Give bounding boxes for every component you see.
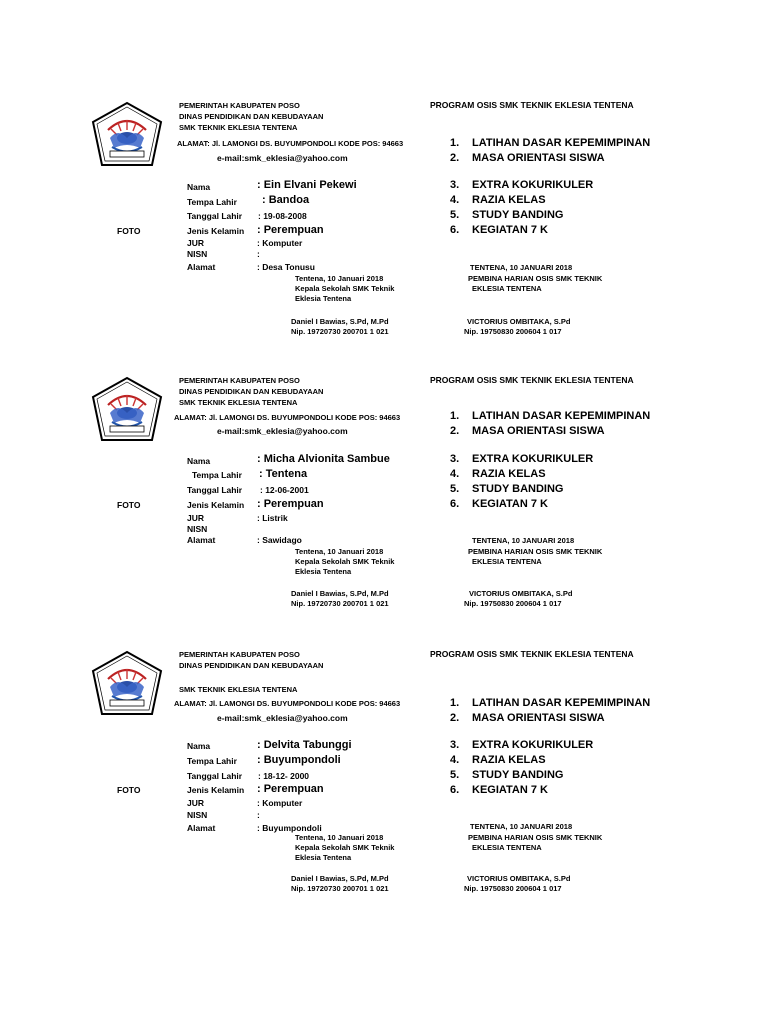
field-value-major: : Listrik	[257, 513, 288, 523]
field-label-birthdate: Tanggal Lahir	[187, 211, 243, 221]
field-value-nisn: :	[257, 810, 260, 820]
sign-right-nip: Nip. 19750830 200604 1 017	[464, 327, 562, 336]
field-label-name: Nama	[187, 182, 211, 192]
header-department: DINAS PENDIDIKAN DAN KEBUDAYAAN	[179, 112, 324, 121]
field-value-address: : Desa Tonusu	[257, 262, 315, 272]
sign-left-place-date: Tentena, 10 Januari 2018	[295, 274, 384, 283]
field-value-name: : Delvita Tabunggi	[257, 739, 352, 751]
header-address: ALAMAT: Jl. LAMONGI DS. BUYUMPONDOLI KODE POS: 94663	[177, 139, 404, 148]
photo-label: FOTO	[117, 226, 141, 236]
field-label-nisn: NISN	[187, 524, 208, 534]
sign-right-name: VICTORIUS OMBITAKA, S.Pd	[469, 589, 573, 598]
field-label-address: Alamat	[187, 535, 216, 545]
program-item: 2. MASA ORIENTASI SISWA	[450, 712, 605, 724]
field-value-name: : Ein Elvani Pekewi	[257, 179, 357, 191]
field-label-major: JUR	[187, 238, 205, 248]
field-value-gender: : Perempuan	[257, 224, 324, 236]
program-item: 5. STUDY BANDING	[450, 483, 564, 495]
sign-left-name: Daniel I Bawias, S.Pd, M.Pd	[291, 589, 389, 598]
field-label-birthdate: Tanggal Lahir	[187, 485, 243, 495]
field-label-gender: Jenis Kelamin	[187, 785, 245, 795]
sign-left-nip: Nip. 19720730 200701 1 021	[291, 884, 389, 893]
field-value-gender: : Perempuan	[257, 498, 324, 510]
sign-left-name: Daniel I Bawias, S.Pd, M.Pd	[291, 874, 389, 883]
field-value-major: : Komputer	[257, 238, 303, 248]
program-item: 2. MASA ORIENTASI SISWA	[450, 152, 605, 164]
header-government: PEMERINTAH KABUPATEN POSO	[179, 101, 300, 110]
field-label-major: JUR	[187, 513, 205, 523]
field-value-name: : Micha Alvionita Sambue	[257, 453, 390, 465]
field-value-address: : Buyumpondoli	[257, 823, 322, 833]
field-value-birthdate: : 12-06-2001	[260, 485, 309, 495]
header-government: PEMERINTAH KABUPATEN POSO	[179, 650, 300, 659]
program-item: 2. MASA ORIENTASI SISWA	[450, 425, 605, 437]
field-label-name: Nama	[187, 456, 211, 466]
program-title: PROGRAM OSIS SMK TEKNIK EKLESIA TENTENA	[430, 649, 634, 659]
field-label-name: Nama	[187, 741, 211, 751]
sign-left-nip: Nip. 19720730 200701 1 021	[291, 599, 389, 608]
header-government: PEMERINTAH KABUPATEN POSO	[179, 376, 300, 385]
header-address: ALAMAT: Jl. LAMONGI DS. BUYUMPONDOLI KODE POS: 94663	[174, 699, 401, 708]
student-card-2	[0, 373, 768, 633]
program-item: 1. LATIHAN DASAR KEPEMIMPINAN	[450, 410, 651, 422]
sign-left-role: Eklesia Tentena	[295, 294, 352, 303]
sign-right-place-date: TENTENA, 10 JANUARI 2018	[470, 822, 573, 831]
field-value-birthplace: : Tentena	[259, 468, 308, 480]
program-item: 5. STUDY BANDING	[450, 209, 564, 221]
header-address: ALAMAT: Jl. LAMONGI DS. BUYUMPONDOLI KODE POS: 94663	[174, 413, 401, 422]
sign-left-name: Daniel I Bawias, S.Pd, M.Pd	[291, 317, 389, 326]
sign-left-role: Kepala Sekolah SMK Teknik	[295, 843, 395, 852]
photo-label: FOTO	[117, 785, 141, 795]
header-email: e-mail:smk_eklesia@yahoo.com	[217, 426, 348, 436]
field-value-birthdate: : 18-12- 2000	[258, 771, 310, 781]
sign-right-nip: Nip. 19750830 200604 1 017	[464, 884, 562, 893]
header-school: SMK TEKNIK EKLESIA TENTENA	[179, 123, 298, 132]
program-item: 1. LATIHAN DASAR KEPEMIMPINAN	[450, 697, 651, 709]
header-school: SMK TEKNIK EKLESIA TENTENA	[179, 398, 298, 407]
program-item: 3. EXTRA KOKURIKULER	[450, 179, 594, 191]
school-emblem-icon	[90, 375, 164, 445]
field-value-nisn: :	[257, 249, 260, 259]
header-email: e-mail:smk_eklesia@yahoo.com	[217, 153, 348, 163]
school-emblem-icon	[90, 100, 164, 170]
field-label-gender: Jenis Kelamin	[187, 226, 245, 236]
field-label-address: Alamat	[187, 823, 216, 833]
sign-left-role: Eklesia Tentena	[295, 567, 352, 576]
field-label-address: Alamat	[187, 262, 216, 272]
field-value-birthdate: : 19-08-2008	[258, 211, 307, 221]
sign-right-role: PEMBINA HARIAN OSIS SMK TEKNIK	[468, 274, 603, 283]
program-title: PROGRAM OSIS SMK TEKNIK EKLESIA TENTENA	[430, 375, 634, 385]
field-label-birthplace: Tempa Lahir	[192, 470, 242, 480]
program-item: 6. KEGIATAN 7 K	[450, 784, 548, 796]
sign-right-name: VICTORIUS OMBITAKA, S.Pd	[467, 874, 571, 883]
field-label-birthdate: Tanggal Lahir	[187, 771, 243, 781]
sign-left-role: Eklesia Tentena	[295, 853, 352, 862]
program-item: 1. LATIHAN DASAR KEPEMIMPINAN	[450, 137, 651, 149]
sign-left-place-date: Tentena, 10 Januari 2018	[295, 547, 384, 556]
student-card-3	[0, 647, 768, 907]
program-item: 3. EXTRA KOKURIKULER	[450, 739, 594, 751]
photo-label: FOTO	[117, 500, 141, 510]
program-item: 4. RAZIA KELAS	[450, 194, 546, 206]
sign-left-place-date: Tentena, 10 Januari 2018	[295, 833, 384, 842]
sign-right-place-date: TENTENA, 10 JANUARI 2018	[472, 536, 575, 545]
program-item: 4. RAZIA KELAS	[450, 754, 546, 766]
sign-right-role: PEMBINA HARIAN OSIS SMK TEKNIK	[468, 833, 603, 842]
school-emblem-icon	[90, 649, 164, 719]
program-item: 5. STUDY BANDING	[450, 769, 564, 781]
sign-right-role: EKLESIA TENTENA	[472, 843, 542, 852]
field-value-gender: : Perempuan	[257, 783, 324, 795]
field-label-nisn: NISN	[187, 810, 208, 820]
header-email: e-mail:smk_eklesia@yahoo.com	[217, 713, 348, 723]
header-department: DINAS PENDIDIKAN DAN KEBUDAYAAN	[179, 387, 324, 396]
header-school: SMK TEKNIK EKLESIA TENTENA	[179, 685, 298, 694]
sign-left-nip: Nip. 19720730 200701 1 021	[291, 327, 389, 336]
sign-right-name: VICTORIUS OMBITAKA, S.Pd	[467, 317, 571, 326]
field-label-birthplace: Tempa Lahir	[187, 197, 237, 207]
program-item: 6. KEGIATAN 7 K	[450, 224, 548, 236]
sign-right-role: EKLESIA TENTENA	[472, 557, 542, 566]
field-label-gender: Jenis Kelamin	[187, 500, 245, 510]
sign-left-role: Kepala Sekolah SMK Teknik	[295, 557, 395, 566]
program-item: 4. RAZIA KELAS	[450, 468, 546, 480]
program-item: 6. KEGIATAN 7 K	[450, 498, 548, 510]
sign-right-place-date: TENTENA, 10 JANUARI 2018	[470, 263, 573, 272]
sign-right-role: PEMBINA HARIAN OSIS SMK TEKNIK	[468, 547, 603, 556]
field-value-birthplace: : Buyumpondoli	[257, 754, 341, 766]
sign-right-nip: Nip. 19750830 200604 1 017	[464, 599, 562, 608]
student-card-1	[0, 98, 768, 358]
header-department: DINAS PENDIDIKAN DAN KEBUDAYAAN	[179, 661, 324, 670]
program-item: 3. EXTRA KOKURIKULER	[450, 453, 594, 465]
field-label-birthplace: Tempa Lahir	[187, 756, 237, 766]
program-title: PROGRAM OSIS SMK TEKNIK EKLESIA TENTENA	[430, 100, 634, 110]
field-label-nisn: NISN	[187, 249, 208, 259]
sign-right-role: EKLESIA TENTENA	[472, 284, 542, 293]
sign-left-role: Kepala Sekolah SMK Teknik	[295, 284, 395, 293]
field-value-address: : Sawidago	[257, 535, 302, 545]
field-value-major: : Komputer	[257, 798, 303, 808]
field-label-major: JUR	[187, 798, 205, 808]
field-value-birthplace: : Bandoa	[262, 194, 310, 206]
